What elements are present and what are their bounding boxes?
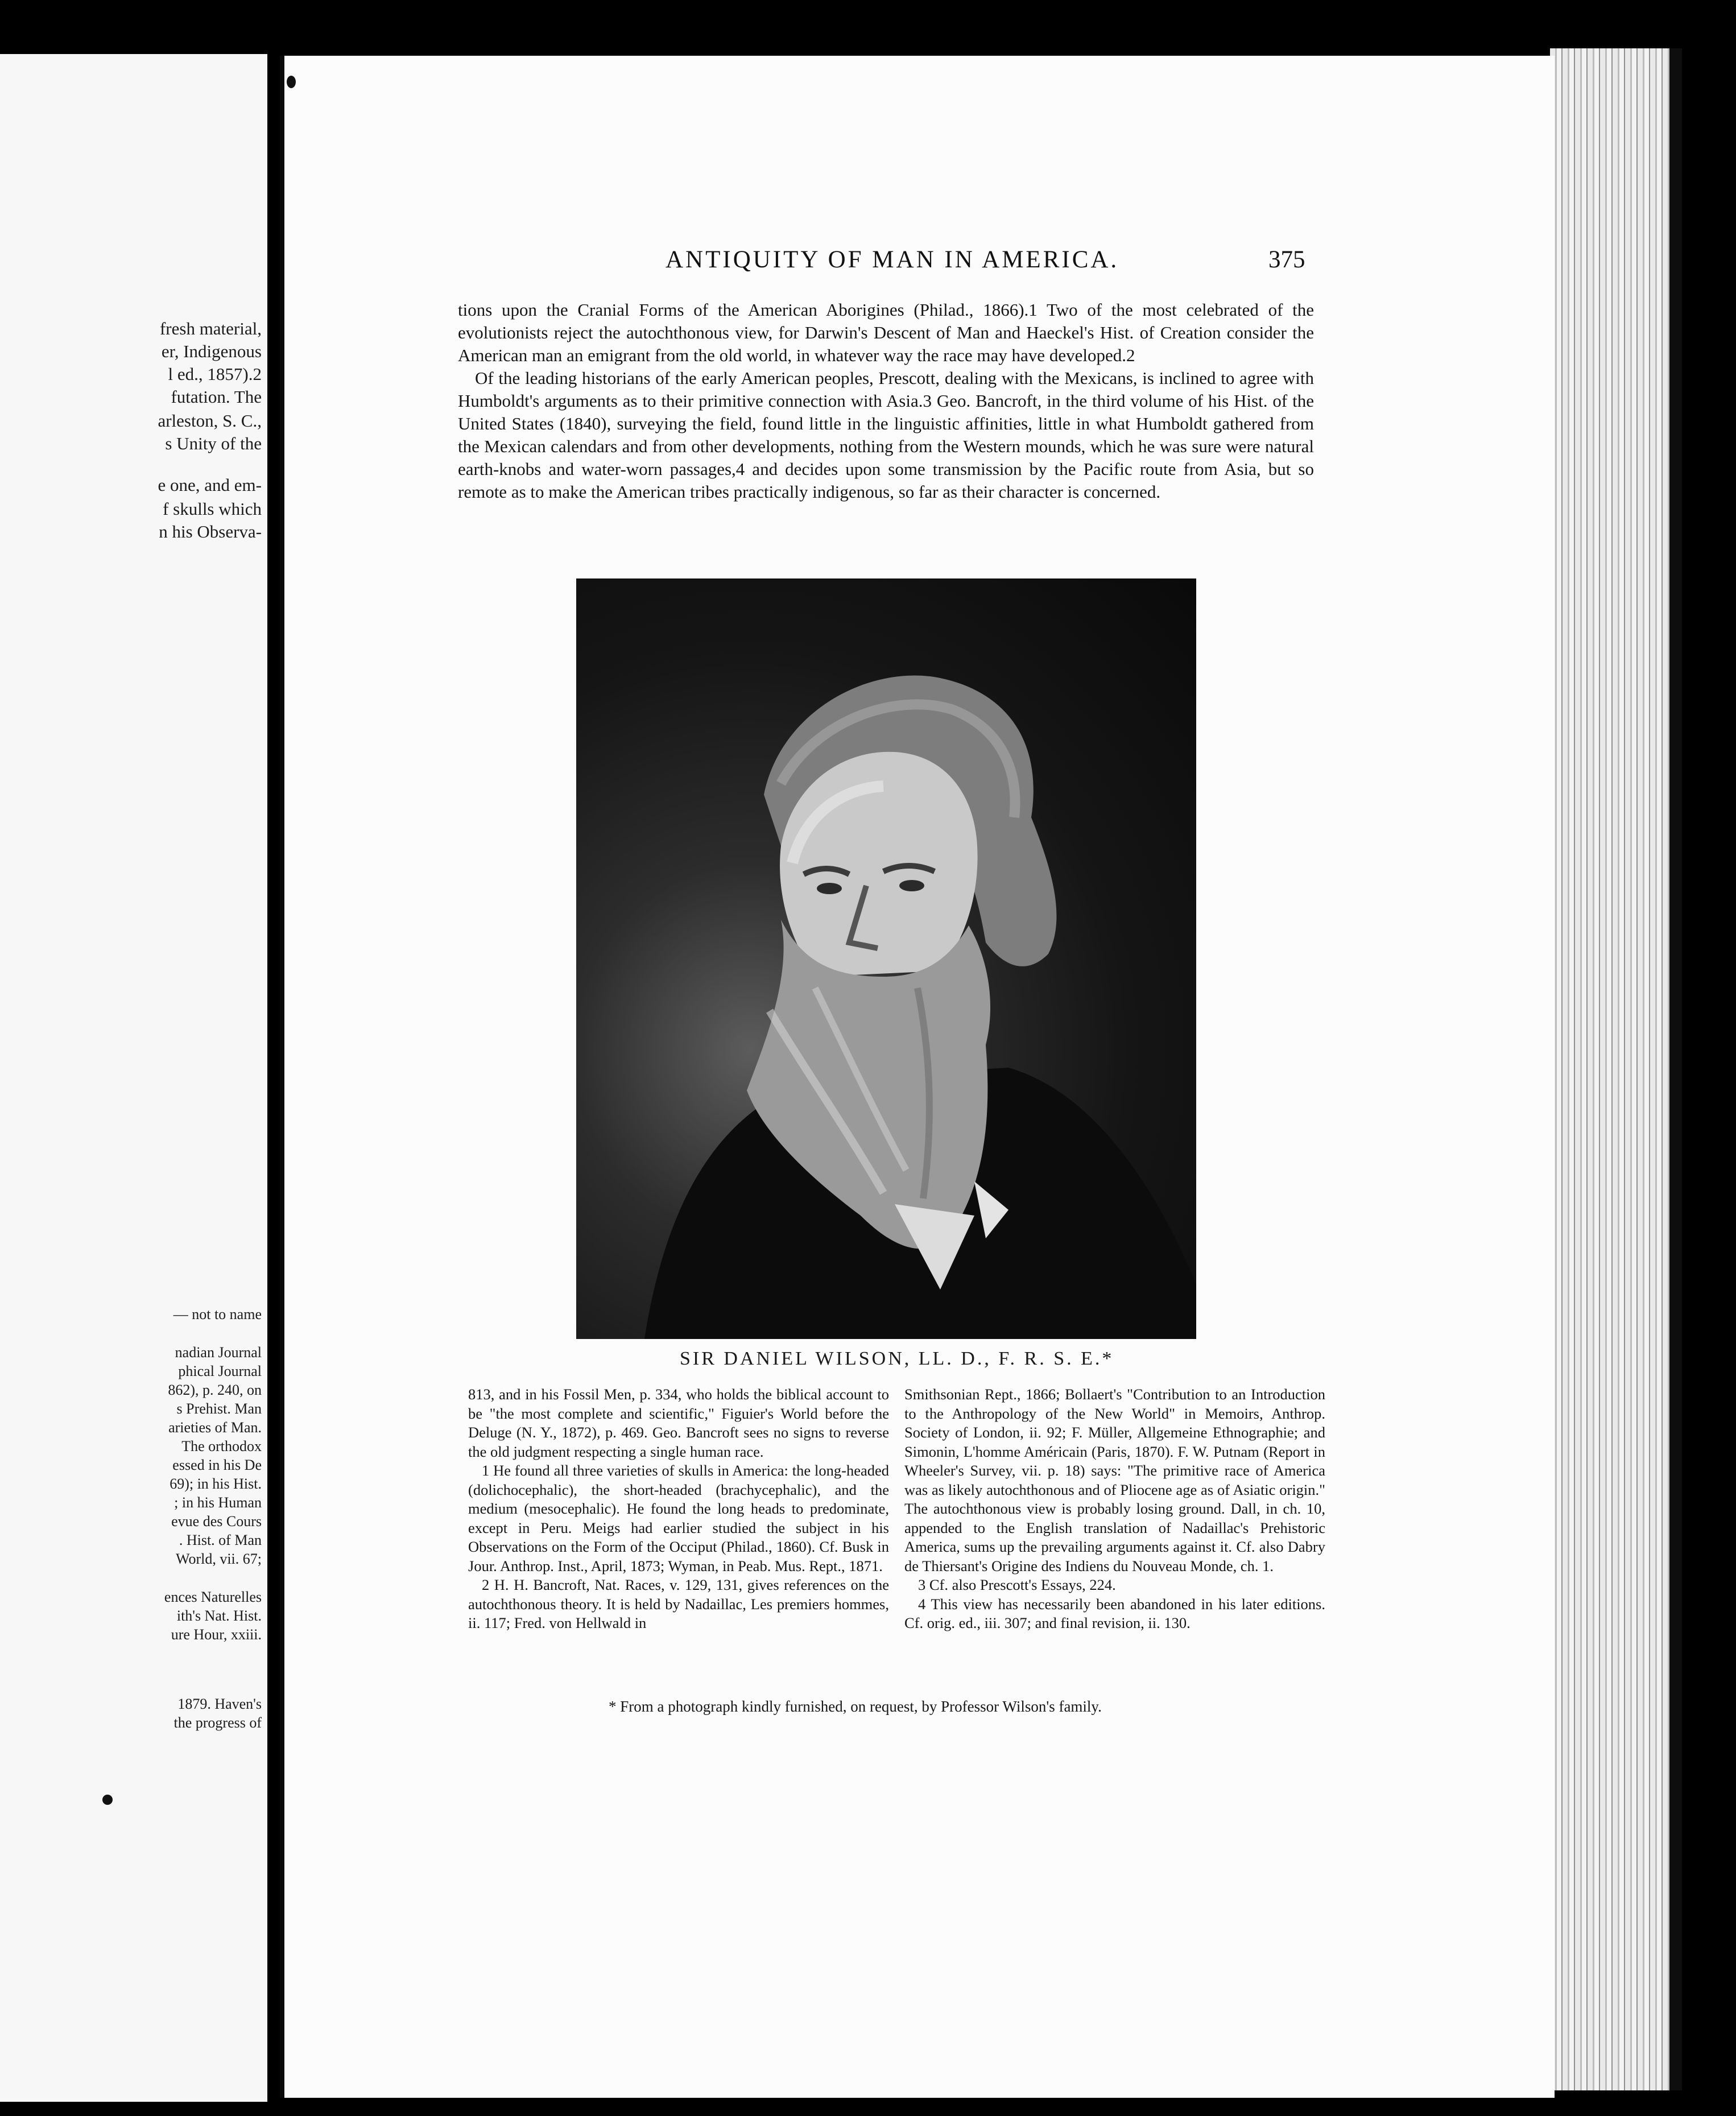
left-line: arieties of Man. xyxy=(168,1419,262,1436)
left-line: . Hist. of Man xyxy=(179,1532,262,1548)
left-line: f skulls which xyxy=(163,499,262,519)
ink-dot xyxy=(287,76,296,88)
left-line: ; in his Human xyxy=(174,1494,262,1511)
left-line: essed in his De xyxy=(172,1457,262,1473)
left-line: The orthodox xyxy=(181,1438,262,1454)
left-line: ure Hour, xxiii. xyxy=(171,1626,262,1643)
page-number: 375 xyxy=(1268,246,1305,273)
ink-dot xyxy=(102,1795,113,1805)
paragraph: Of the leading historians of the early American peoples, Prescott, dealing with the Mexicans, is inclined to agree with Humboldt's arguments as to their primitive connection with Asia.3 Geo. Bancroft, in the third volume of his Hist. of the United States (1840), surveying the field, found little in the linguistic affinities, little in what Humboldt gathered from the Mexican calendars and from other developments, nothing from the Western mounds, which he was sure were natural earth-knobs and water-worn passages,4 and decides upon some transmission by the Pacific route from Asia, but so remote as to make the American tribes practically indigenous, so far as their character is concerned. xyxy=(458,368,1314,502)
page-edges xyxy=(1550,48,1669,2090)
footnotes-left xyxy=(468,1385,889,1633)
left-line: nadian Journal xyxy=(175,1344,262,1361)
left-line: phical Journal xyxy=(178,1363,262,1379)
footnote-2: 2 H. H. Bancroft, Nat. Races, v. 129, 131, gives references on the autochthonous theory. It is held by Nadaillac, Les premiers hommes, ii. 117; Fred. von Hellwald in xyxy=(468,1576,889,1631)
left-line: — not to name xyxy=(173,1306,262,1322)
left-line: fresh material, xyxy=(159,319,262,338)
left-line: e one, and em- xyxy=(158,475,262,495)
footnote-3: 3 Cf. also Prescott's Essays, 224. xyxy=(918,1576,1116,1593)
left-line: s Prehist. Man xyxy=(176,1400,262,1417)
photo-credit: * From a photograph kindly furnished, on request, by Professor Wilson's family. xyxy=(609,1698,1102,1715)
portrait-photo xyxy=(576,578,1196,1339)
left-line: n his Observa- xyxy=(159,522,262,542)
left-line: er, Indigenous xyxy=(161,341,262,361)
body-text xyxy=(458,299,1314,503)
left-line: 1879. Haven's xyxy=(177,1696,262,1712)
figure-caption: SIR DANIEL WILSON, LL. D., F. R. S. E.* xyxy=(680,1348,1114,1369)
paragraph: tions upon the Cranial Forms of the American Aborigines (Philad., 1866).1 Two of the most celebrated of the evolutionists reject the autochthonous view, for Darwin's Descent of Man and Haeckel's Hist. of Creation consider the American man an emigrant from the old world, in whatever way the race may have developed.2 xyxy=(458,300,1314,365)
portrait-image xyxy=(576,578,1196,1339)
left-line: 69); in his Hist. xyxy=(170,1476,262,1492)
left-line: ith's Nat. Hist. xyxy=(176,1607,262,1624)
footnote-4: 4 This view has necessarily been abandoned in his later editions. Cf. orig. ed., iii. 307; and final revision, ii. 130. xyxy=(904,1595,1325,1631)
left-line: ences Naturelles xyxy=(164,1589,262,1605)
left-line: s Unity of the xyxy=(165,433,262,453)
left-line: the progress of xyxy=(173,1714,262,1731)
footnote-continued: Smithsonian Rept., 1866; Bollaert's "Contribution to an Introduction to the Anthropology of the New World" in Memoirs, Anthrop. Society of London, ii. 92; F. Müller, Allgemeine Ethnographie; and Simonin, L'homme Américain (Paris, 1870). F. W. Putnam (Report in Wheeler's Survey, vii. p. 18) says: "The primitive race of America was as likely autochthonous and of Pliocene age as of Asiatic origin." The autochthonous view is probably losing ground. Dall, in ch. 10, appended to the English translation of Nadaillac's Prehistoric America, sums up the prevailing arguments against it. Cf. also Dabry de Thiersant's Origine des Indiens du Nouveau Monde, ch. 1. xyxy=(904,1386,1325,1574)
left-line: futation. The xyxy=(171,387,262,407)
footnote-continued: 813, and in his Fossil Men, p. 334, who holds the biblical account to be "the most complete and scientific," Figuier's World before the Deluge (N. Y., 1872), p. 469. Geo. Bancroft sees no signs to reverse the old judgment respecting a single human race. xyxy=(468,1386,889,1460)
left-line: l ed., 1857).2 xyxy=(168,364,262,384)
left-line: World, vii. 67; xyxy=(175,1551,262,1567)
footnote-1: 1 He found all three varieties of skulls in America: the long-headed (dolichocephalic), the short-headed (brachycephalic), and the medium (mesocephalic). He found the long heads to predominate, except in Peru. Meigs had earlier studied the subject in his Observations on the Form of the Occiput (Philad., 1860). Cf. Busk in Jour. Anthrop. Inst., April, 1873; Wyman, in Peab. Mus. Rept., 1871. xyxy=(468,1462,889,1574)
footnotes-right xyxy=(904,1385,1325,1633)
left-line: arleston, S. C., xyxy=(158,411,262,431)
left-page xyxy=(0,54,267,2102)
left-line: 862), p. 240, on xyxy=(168,1382,262,1398)
running-head: ANTIQUITY OF MAN IN AMERICA. xyxy=(666,246,1119,273)
left-line: evue des Cours xyxy=(171,1513,262,1530)
